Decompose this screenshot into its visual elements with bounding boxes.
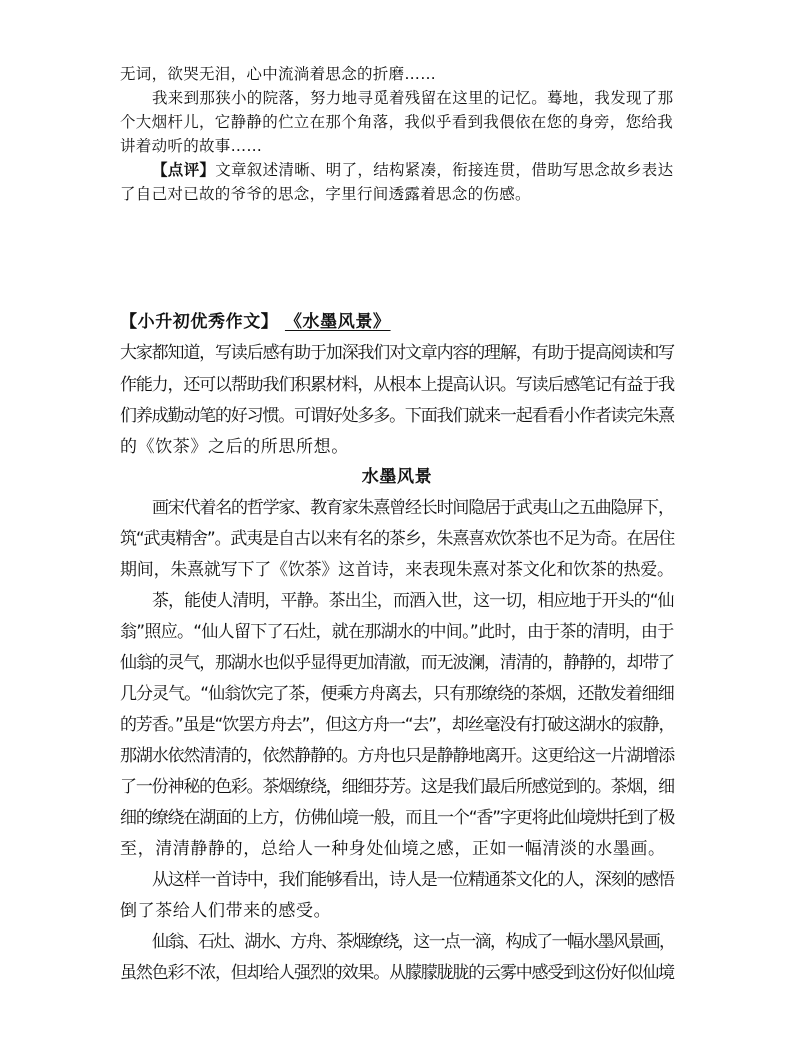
comment-text: 文章叙述清晰、明了，结构紧凑，衔接连贯，借助写思念故乡表达 <box>215 161 674 179</box>
comment-label: 【点评】 <box>152 161 216 179</box>
text-line: 我来到那狭小的院落，努力地寻觅着残留在这里的记忆。蓦地，我发现了那 <box>152 89 674 107</box>
body-line: 期间，朱熹就写下了《饮茶》这首诗，来表现朱熹对茶文化和饮茶的热爱。 <box>120 560 674 580</box>
body-line: 虽然色彩不浓，但却给人强烈的效果。从朦朦胧胧的云雾中感受到这份好似仙境 <box>120 963 674 983</box>
section-heading <box>120 307 391 332</box>
heading-label: 【小升初优秀作文】 <box>120 312 279 332</box>
body-line: 几分灵气。“仙翁饮完了茶，便乘方舟离去，只有那缭绕的茶烟，还散发着细细 <box>120 684 674 704</box>
text-line: 讲着动听的故事…… <box>120 137 263 155</box>
text-line: 个大烟杆儿，它静静的伫立在那个角落，我似乎看到我偎依在您的身旁，您给我 <box>120 113 674 131</box>
intro-line: 们养成勤动笔的好习惯。可谓好处多多。下面我们就来一起看看小作者读完朱熹 <box>120 406 674 426</box>
body-line: 倒了茶给人们带来的感受。 <box>120 901 332 921</box>
text-line: 了自己对已故的爷爷的思念，字里行间透露着思念的伤感。 <box>120 185 531 203</box>
intro-line: 的《饮茶》之后的所思所想。 <box>120 437 349 457</box>
body-line: 茶，能使人清明，平静。茶出尘，而酒入世，这一切，相应地于开头的“仙 <box>152 591 674 611</box>
body-line: 至，清清静静的，总给人一种身处仙境之感，正如一幅清淡的水墨画。 <box>120 839 666 859</box>
body-line: 那湖水依然清清的，依然静静的。方舟也只是静静地离开。这更给这一片湖增添 <box>120 746 674 766</box>
body-line: 从这样一首诗中，我们能够看出，诗人是一位精通茶文化的人，深刻的感悟 <box>152 870 674 890</box>
body-line: 仙翁的灵气，那湖水也似乎显得更加清澈，而无波澜，清清的，静静的，却带了 <box>120 653 674 673</box>
comment-line <box>152 158 673 180</box>
text-line: 无词，欲哭无泪，心中流淌着思念的折磨…… <box>120 65 437 83</box>
intro-line: 大家都知道，写读后感有助于加深我们对文章内容的理解，有助于提高阅读和写 <box>120 343 674 363</box>
body-line: 筑“武夷精舍”。武夷是自古以来有名的茶乡，朱熹喜欢饮茶也不足为奇。在居住 <box>120 529 675 549</box>
body-line: 画宋代着名的哲学家、教育家朱熹曾经长时间隐居于武夷山之五曲隐屏下， <box>152 498 674 518</box>
body-line: 的芳香。”虽是“饮罢方舟去”，但这方舟一“去”，却丝毫没有打破这湖水的寂静， <box>120 715 675 735</box>
body-line: 仙翁、石灶、湖水、方舟、茶烟缭绕，这一点一滴，构成了一幅水墨风景画， <box>152 932 675 952</box>
body-line: 细的缭绕在湖面的上方，仿佛仙境一般，而且一个“香”字更将此仙境烘托到了极 <box>120 808 675 828</box>
intro-line: 作能力，还可以帮助我们积累材料，从根本上提高认识。写读后感笔记有益于我 <box>120 375 674 395</box>
body-line: 翁”照应。“仙人留下了石灶，就在那湖水的中间。”此时，由于茶的清明，由于 <box>120 622 674 642</box>
heading-title: 《水墨风景》 <box>284 312 391 332</box>
body-line: 了一份神秘的色彩。茶烟缭绕，细细芬芳。这是我们最后所感觉到的。茶烟，细 <box>120 777 674 797</box>
essay-title: 水墨风景 <box>361 467 433 487</box>
